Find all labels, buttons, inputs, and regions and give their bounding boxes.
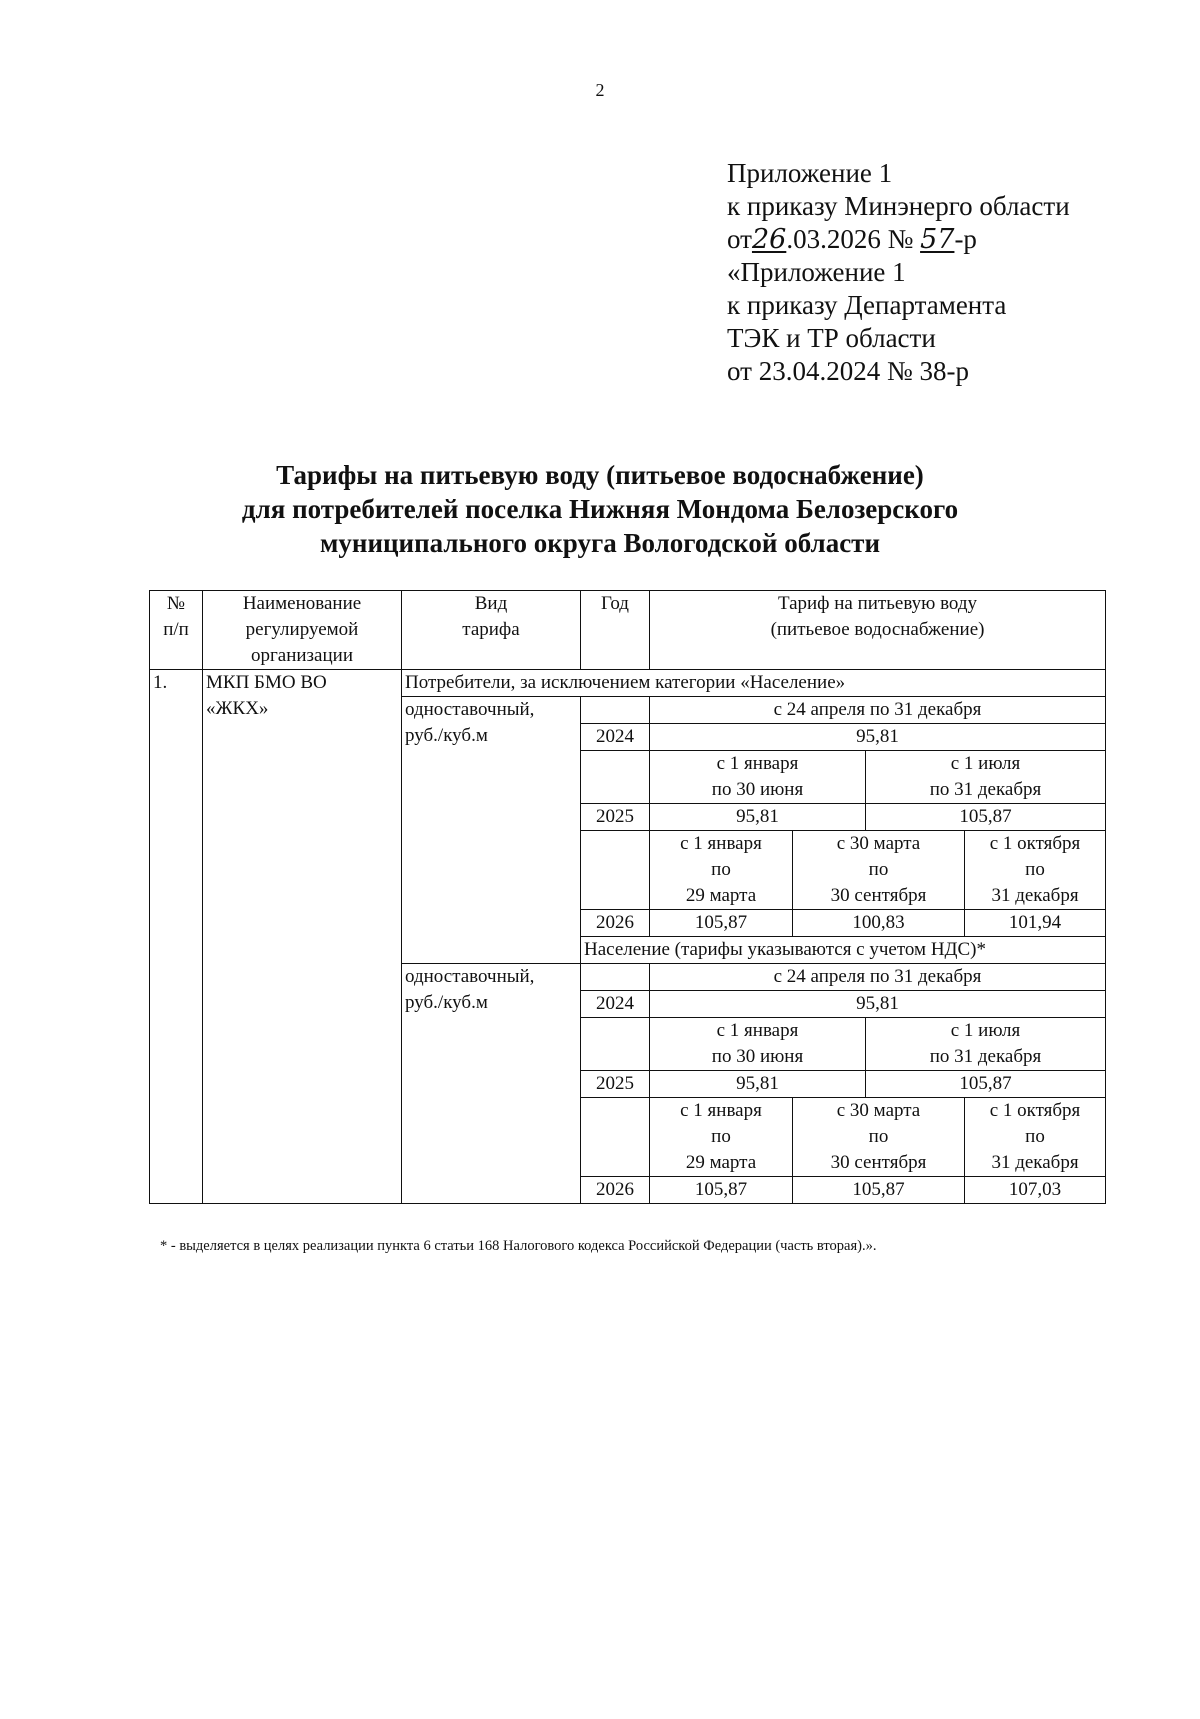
title-line: муниципального округа Вологодской области — [320, 528, 880, 558]
empty-cell — [581, 751, 650, 804]
period-cell: с 30 марта по 30 сентября — [793, 1098, 965, 1177]
header-organization: Наименование регулируемой организации — [203, 591, 402, 670]
value-cell: 95,81 — [650, 1071, 866, 1098]
document-title — [0, 458, 1200, 560]
period-cell: с 1 июля по 31 декабря — [866, 751, 1106, 804]
empty-cell — [581, 1098, 650, 1177]
period-cell: с 1 января по 29 марта — [650, 1098, 793, 1177]
period-cell: с 1 января по 30 июня — [650, 1018, 866, 1071]
appendix-reference — [727, 157, 1070, 388]
value-cell: 95,81 — [650, 804, 866, 831]
appendix-line: к приказу Департамента — [727, 290, 1007, 320]
organization-name: МКП БМО ВО «ЖКХ» — [203, 670, 402, 1204]
page-number: 2 — [595, 80, 605, 100]
appendix-line: «Приложение 1 — [727, 257, 906, 287]
value-cell: 95,81 — [650, 991, 1106, 1018]
value-cell: 105,87 — [650, 1177, 793, 1204]
title-line: для потребителей поселка Нижняя Мондома Белозерского — [241, 494, 959, 524]
table-row — [150, 670, 1106, 697]
tariff-table — [149, 590, 1106, 1204]
period-cell: с 1 июля по 31 декабря — [866, 1018, 1106, 1071]
header-number: № п/п — [150, 591, 203, 670]
appendix-line: ТЭК и ТР области — [727, 323, 936, 353]
year-cell: 2024 — [581, 991, 650, 1018]
empty-cell — [581, 831, 650, 910]
title-line: Тарифы на питьевую воду (питьевое водоснабжение) — [276, 460, 924, 490]
appendix-suffix: -р — [954, 224, 977, 254]
handwritten-day: 26 — [751, 224, 787, 255]
table-header-row — [150, 591, 1106, 670]
empty-cell — [581, 1018, 650, 1071]
period-cell: с 24 апреля по 31 декабря — [650, 697, 1106, 724]
section-title: Потребители, за исключением категории «Население» — [402, 670, 1106, 697]
period-cell: с 1 января по 30 июня — [650, 751, 866, 804]
period-cell: с 24 апреля по 31 декабря — [650, 964, 1106, 991]
value-cell: 101,94 — [965, 910, 1106, 937]
tariff-kind: одноставочный, руб./куб.м — [402, 697, 581, 964]
appendix-line: к приказу Минэнерго области — [727, 191, 1070, 221]
appendix-prefix: от — [727, 224, 752, 254]
empty-cell — [581, 964, 650, 991]
period-cell: с 1 октября по 31 декабря — [965, 1098, 1106, 1177]
year-cell: 2025 — [581, 1071, 650, 1098]
appendix-line: Приложение 1 — [727, 158, 893, 188]
value-cell: 107,03 — [965, 1177, 1106, 1204]
appendix-date: .03.2026 № — [786, 224, 914, 254]
value-cell: 95,81 — [650, 724, 1106, 751]
footnote: * - выделяется в целях реализации пункта 6 статьи 168 Налогового кодекса Российской Федерации (часть вторая).». — [160, 1238, 877, 1254]
value-cell: 105,87 — [866, 1071, 1106, 1098]
header-tariff-kind: Вид тарифа — [402, 591, 581, 670]
section-title: Население (тарифы указываются с учетом НДС)* — [581, 937, 1106, 964]
year-cell: 2026 — [581, 910, 650, 937]
value-cell: 105,87 — [793, 1177, 965, 1204]
year-cell: 2026 — [581, 1177, 650, 1204]
period-cell: с 1 января по 29 марта — [650, 831, 793, 910]
value-cell: 100,83 — [793, 910, 965, 937]
appendix-order-line — [727, 223, 1070, 256]
period-cell: с 1 октября по 31 декабря — [965, 831, 1106, 910]
tariff-kind: одноставочный, руб./куб.м — [402, 964, 581, 1204]
year-cell: 2024 — [581, 724, 650, 751]
header-tariff: Тариф на питьевую воду (питьевое водоснабжение) — [650, 591, 1106, 670]
appendix-line: от 23.04.2024 № 38-р — [727, 356, 969, 386]
empty-cell — [581, 697, 650, 724]
header-year: Год — [581, 591, 650, 670]
year-cell: 2025 — [581, 804, 650, 831]
period-cell: с 30 марта по 30 сентября — [793, 831, 965, 910]
value-cell: 105,87 — [866, 804, 1106, 831]
handwritten-number: 57 — [920, 224, 955, 255]
row-number: 1. — [150, 670, 203, 1204]
value-cell: 105,87 — [650, 910, 793, 937]
